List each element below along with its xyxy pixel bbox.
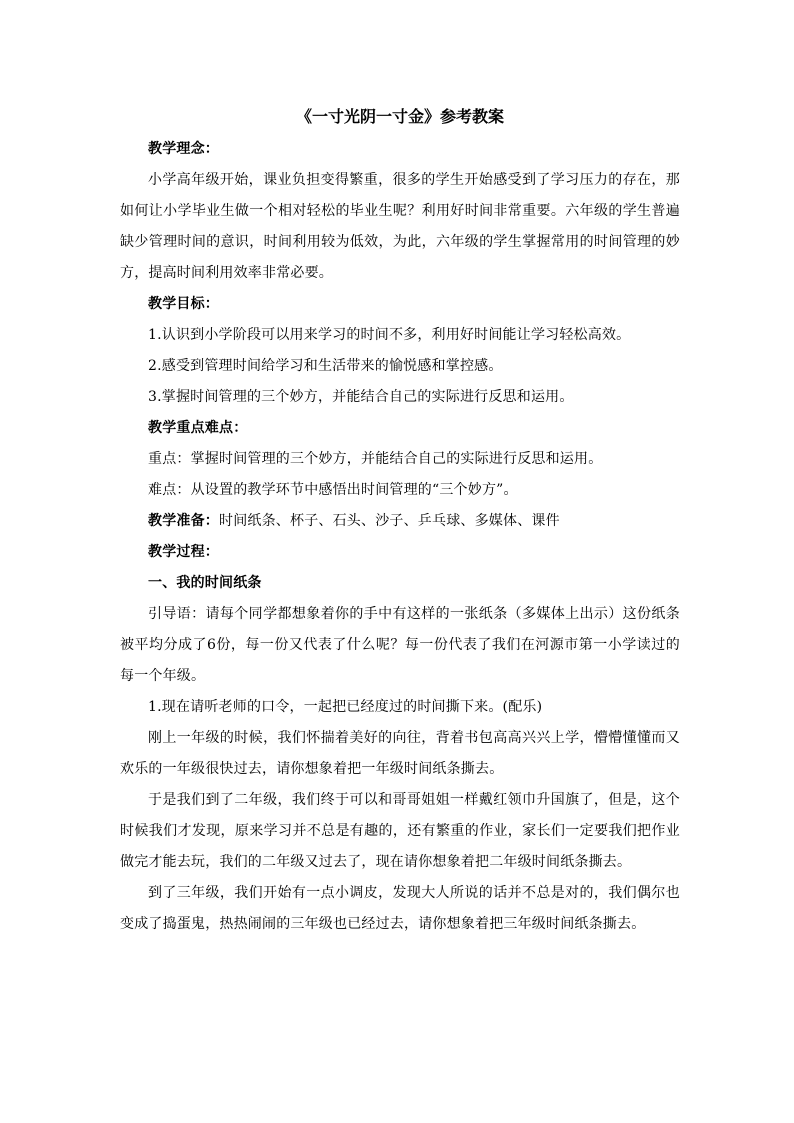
key-points-heading: 教学重点难点： — [148, 420, 248, 436]
prep-text: 时间纸条、杯子、石头、沙子、乒乓球、多媒体、课件 — [219, 513, 560, 529]
goal-item-3: 3.掌握时间管理的三个妙方，并能结合自己的实际进行反思和运用。 — [148, 389, 574, 405]
document-title: 《一寸光阴一寸金》参考教案 — [295, 107, 504, 126]
difficult-point: 难点：从设置的教学环节中感悟出时间管理的“三个妙方”。 — [148, 482, 518, 498]
grade1-paragraph: 刚上一年级的时候，我们怀揣着美好的向往，背着书包高高兴兴上学，懵懵懂懂而又欢乐的一年级很快过去，请你想象着把一年级时间纸条撕去。 — [120, 730, 680, 777]
intro-paragraph: 引导语：请每个同学都想象着你的手中有这样的一张纸条（多媒体上出示）这份纸条被平均分成了6份，每一份又代表了什么呢？每一份代表了我们在河源市第一小学读过的每一个年级。 — [120, 606, 680, 684]
philosophy-heading: 教学理念： — [148, 141, 219, 157]
grade2-paragraph: 于是我们到了二年级，我们终于可以和哥哥姐姐一样戴红领巾升国旗了，但是，这个时候我们才发现，原来学习并不总是有趣的，还有繁重的作业，家长们一定要我们把作业做完才能去玩，我们的二年级又过去了，现在请你想象着把二年级时间纸条撕去。 — [120, 792, 680, 870]
goal-item-1: 1.认识到小学阶段可以用来学习的时间不多，利用好时间能让学习轻松高效。 — [148, 327, 631, 343]
prep-heading: 教学准备： — [148, 513, 219, 529]
key-point: 重点：掌握时间管理的三个妙方，并能结合自己的实际进行反思和运用。 — [148, 451, 603, 467]
part1-heading: 一、我的时间纸条 — [148, 575, 262, 591]
step1-paragraph: 1.现在请听老师的口令，一起把已经度过的时间撕下来。(配乐) — [148, 699, 543, 715]
goals-heading: 教学目标： — [148, 296, 219, 312]
grade3-paragraph: 到了三年级，我们开始有一点小调皮，发现大人所说的话并不总是对的，我们偶尔也变成了捣蛋鬼，热热闹闹的三年级也已经过去，请你想象着把三年级时间纸条撕去。 — [120, 885, 680, 932]
document-page — [120, 100, 680, 940]
goal-item-2: 2.感受到管理时间给学习和生活带来的愉悦感和掌控感。 — [148, 358, 503, 374]
prep-line — [120, 506, 680, 537]
process-heading: 教学过程： — [148, 544, 219, 560]
philosophy-paragraph: 小学高年级开始，课业负担变得繁重，很多的学生开始感受到了学习压力的存在，那如何让小学毕业生做一个相对轻松的毕业生呢？利用好时间非常重要。六年级的学生普遍缺少管理时间的意识，时间利用较为低效，为此，六年级的学生掌握常用的时间管理的妙方，提高时间利用效率非常必要。 — [120, 172, 680, 281]
